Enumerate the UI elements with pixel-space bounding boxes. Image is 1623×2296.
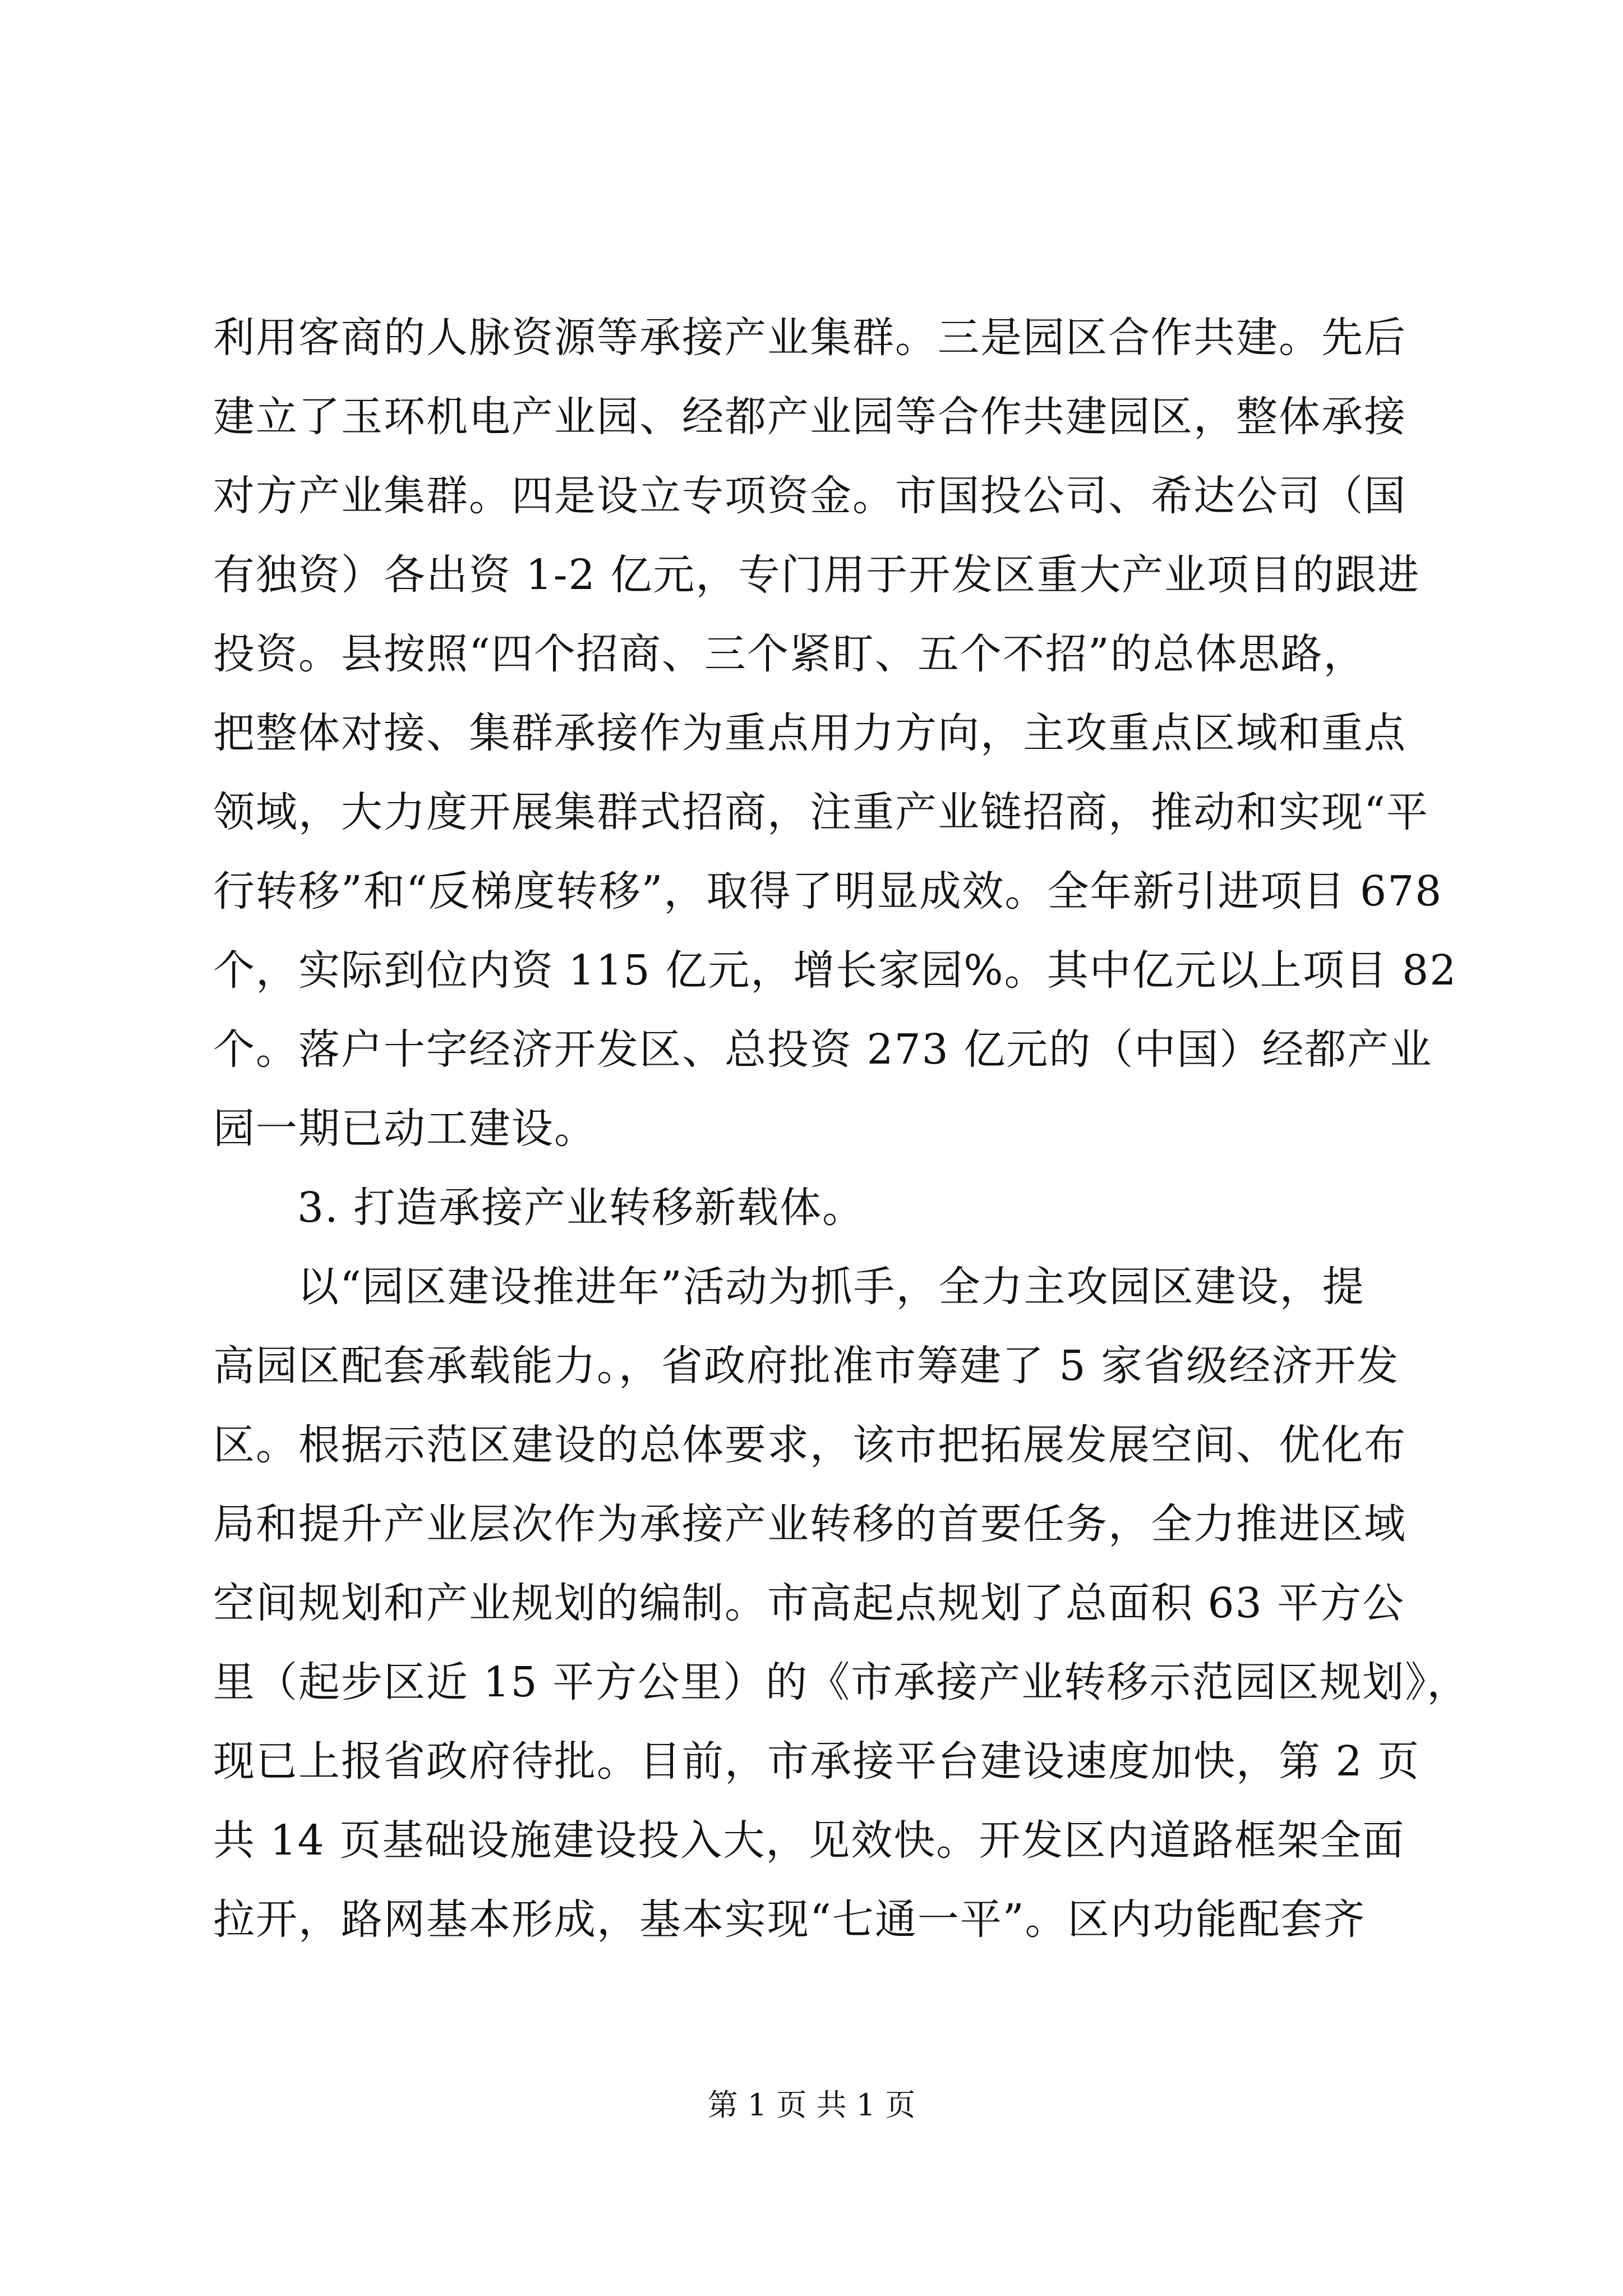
body-text-line: 有独资）各出资 1-2 亿元，专门用于开发区重大产业项目的跟进 [213, 551, 1421, 599]
body-text-line: 个。落户十字经济开发区、总投资 273 亿元的（中国）经都产业 [213, 1025, 1433, 1074]
section-heading: 3. 打造承接产业转移新载体。 [297, 1184, 865, 1232]
page-footer: 第 1 页 共 1 页 [707, 2087, 916, 2123]
body-text-line: 把整体对接、集群承接作为重点用力方向，主攻重点区域和重点 [213, 709, 1407, 757]
body-text-line: 局和提升产业层次作为承接产业转移的首要任务，全力推进区域 [213, 1500, 1407, 1548]
body-text-line: 空间规划和产业规划的编制。市高起点规划了总面积 63 平方公 [213, 1579, 1405, 1627]
body-text-line: 共 14 页基础设施建设投入大，见效快。开发区内道路框架全面 [213, 1816, 1405, 1865]
body-text-line: 个，实际到位内资 115 亿元，增长家园%。其中亿元以上项目 82 [213, 946, 1458, 995]
body-text-line: 利用客商的人脉资源等承接产业集群。三是园区合作共建。先后 [213, 314, 1407, 362]
body-text-line: 区。根据示范区建设的总体要求，该市把拓展发展空间、优化布 [213, 1421, 1407, 1469]
body-text-line: 园一期已动工建设。 [213, 1105, 597, 1153]
body-text-line: 拉开，路网基本形成，基本实现“七通一平”。区内功能配套齐 [213, 1895, 1366, 1944]
body-text-line: 对方产业集群。四是设立专项资金。市国投公司、希达公司（国 [213, 472, 1407, 520]
body-text-line: 行转移”和“反梯度转移”，取得了明显成效。全年新引进项目 678 [213, 867, 1443, 915]
body-text-line: 高园区配套承载能力。，省政府批准市筹建了 5 家省级经济开发 [213, 1342, 1400, 1390]
body-text-line: 投资。县按照“四个招商、三个紧盯、五个不招”的总体思路， [213, 630, 1366, 678]
body-text-line: 里（起步区近 15 平方公里）的《市承接产业转移示范园区规划》， [213, 1658, 1470, 1706]
body-text-line: 领域，大力度开展集群式招商，注重产业链招商，推动和实现“平 [213, 788, 1429, 836]
body-text-line: 现已上报省政府待批。目前，市承接平台建设速度加快，第 2 页 [213, 1737, 1421, 1786]
body-text-line: 以“园区建设推进年”活动为抓手，全力主攻园区建设，提 [297, 1263, 1365, 1311]
body-text-line: 建立了玉环机电产业园、经都产业园等合作共建园区，整体承接 [213, 393, 1407, 441]
